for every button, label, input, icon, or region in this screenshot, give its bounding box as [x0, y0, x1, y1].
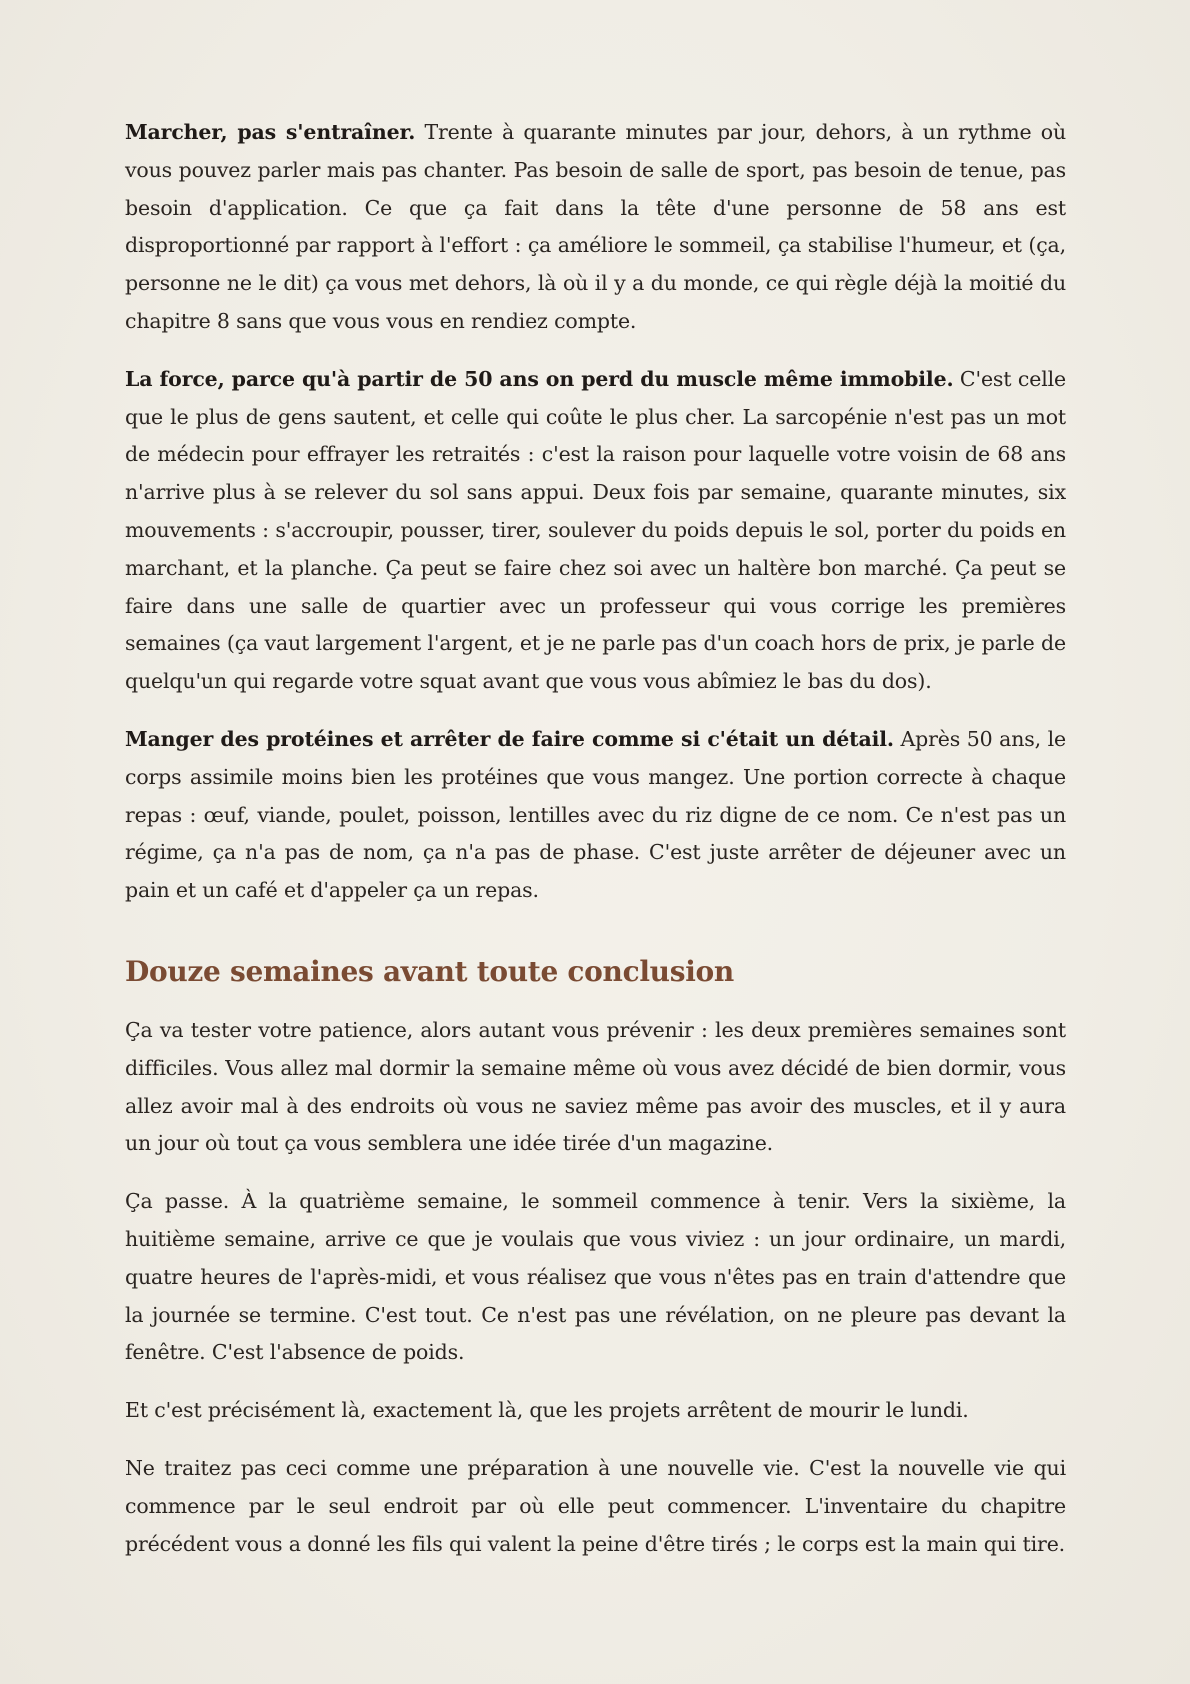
section-paragraph: Ça va tester votre patience, alors autant vous prévenir : les deux premières semaines sont difficiles. Vous allez mal dormir la semaine même où vous avez décidé de bien dormir, vous allez avoir mal à des endroits où vous ne saviez même pas avoir des muscles, et il y aura un jour où tout ça vous semblera une idée tirée d'un magazine.	[125, 1017, 1066, 1156]
paragraph-body: Après 50 ans, le corps assimile moins bien les protéines que vous mangez. Une portion correcte à chaque repas : œuf, viande, poulet, poisson, lentilles avec du riz digne de ce nom. Ce n'est pas un régime, ça n'a pas de nom, ça n'a pas de phase. C'est juste arrêter de déjeuner avec un pain et un café et d'appeler ça un repas.	[125, 726, 1066, 903]
paragraph-lead: Manger des protéines et arrêter de faire comme si c'était un détail.	[125, 726, 894, 751]
paragraph-lead: La force, parce qu'à partir de 50 ans on perd du muscle même immobile.	[125, 366, 954, 391]
section-paragraph: Ne traitez pas ceci comme une préparation à une nouvelle vie. C'est la nouvelle vie qui commence par le seul endroit par où elle peut commencer. L'inventaire du chapitre précédent vous a donné les fils qui valent la peine d'être tirés ; le corps est la main qui tire.	[125, 1455, 1066, 1556]
section-paragraph: Et c'est précisément là, exactement là, que les projets arrêtent de mourir le lundi.	[125, 1398, 969, 1423]
paragraph-protein	[125, 721, 1066, 910]
paragraph-walking	[125, 114, 1066, 341]
paragraph-strength	[125, 361, 1066, 701]
paragraph-lead: Marcher, pas s'entraîner.	[125, 120, 416, 144]
section-heading: Douze semaines avant toute conclusion	[125, 954, 734, 988]
section-paragraph: Ça passe. À la quatrième semaine, le sommeil commence à tenir. Vers la sixième, la huitième semaine, arrive ce que je voulais que vous viviez : un jour ordinaire, un mardi, quatre heures de l'après-midi, et vous réalisez que vous n'êtes pas en train d'attendre que la journée se termine. C'est tout. Ce n'est pas une révélation, on ne pleure pas devant la fenêtre. C'est l'absence de poids.	[125, 1189, 1066, 1365]
paragraph-body: C'est celle que le plus de gens sautent, et celle qui coûte le plus cher. La sarcopénie n'est pas un mot de médecin pour effrayer les retraités : c'est la raison pour laquelle votre voisin de 68 ans n'arrive plus à se relever du sol sans appui. Deux fois par semaine, quarante minutes, six mouvements : s'accroupir, pousser, tirer, soulever du poids depuis le sol, porter du poids en marchant, et la planche. Ça peut se faire chez soi avec un haltère bon marché. Ça peut se faire dans une salle de quartier avec un professeur qui vous corrige les premières semaines (ça vaut largement l'argent, et je ne parle pas d'un coach hors de prix, je parle de quelqu'un qui regarde votre squat avant que vous vous abîmiez le bas du dos).	[125, 366, 1066, 694]
paragraph-body: Trente à quarante minutes par jour, dehors, à un rythme où vous pouvez parler mais pas chanter. Pas besoin de salle de sport, pas besoin de tenue, pas besoin d'application. Ce que ça fait dans la tête d'une personne de 58 ans est disproportionné par rapport à l'effort : ça améliore le sommeil, ça stabilise l'humeur, et (ça, personne ne le dit) ça vous met dehors, là où il y a du monde, ce qui règle déjà la moitié du chapitre 8 sans que vous vous en rendiez compte.	[125, 120, 1066, 333]
